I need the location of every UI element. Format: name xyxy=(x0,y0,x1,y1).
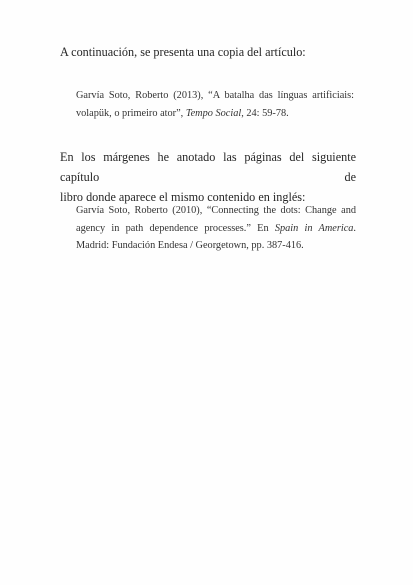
reference-chapter-period: . xyxy=(353,222,356,234)
reference-article-line-2 xyxy=(76,105,354,123)
intro-text: A continuación, se presenta una copia del artículo: xyxy=(60,45,306,59)
reference-chapter xyxy=(76,202,356,255)
reference-chapter-text: agency in path dependence processes.” En xyxy=(76,222,275,234)
reference-chapter-line-1: Garvía Soto, Roberto (2010), “Connecting the dots: Change and xyxy=(76,205,356,216)
reference-chapter-line-3: Madrid: Fundación Endesa / Georgetown, pp. 387-416. xyxy=(76,240,304,251)
reference-article-pages: , 24: 59-78. xyxy=(241,107,289,119)
paragraph-line-2: libro donde aparece el mismo contenido en inglés: xyxy=(60,190,306,204)
reference-article-line-1: Garvía Soto, Roberto (2013), “A batalha das línguas artificiais: xyxy=(76,90,354,101)
book-title: Spain in America xyxy=(274,222,354,234)
journal-title: Tempo Social xyxy=(185,107,242,119)
reference-chapter-line-2 xyxy=(76,220,356,238)
margin-note-paragraph xyxy=(60,147,356,207)
reference-article xyxy=(76,87,354,122)
reference-article-text: volapük, o primeiro ator”, xyxy=(76,107,186,119)
paragraph-line-1: En los márgenes he anotado las páginas del siguiente capítulo de xyxy=(60,150,356,184)
